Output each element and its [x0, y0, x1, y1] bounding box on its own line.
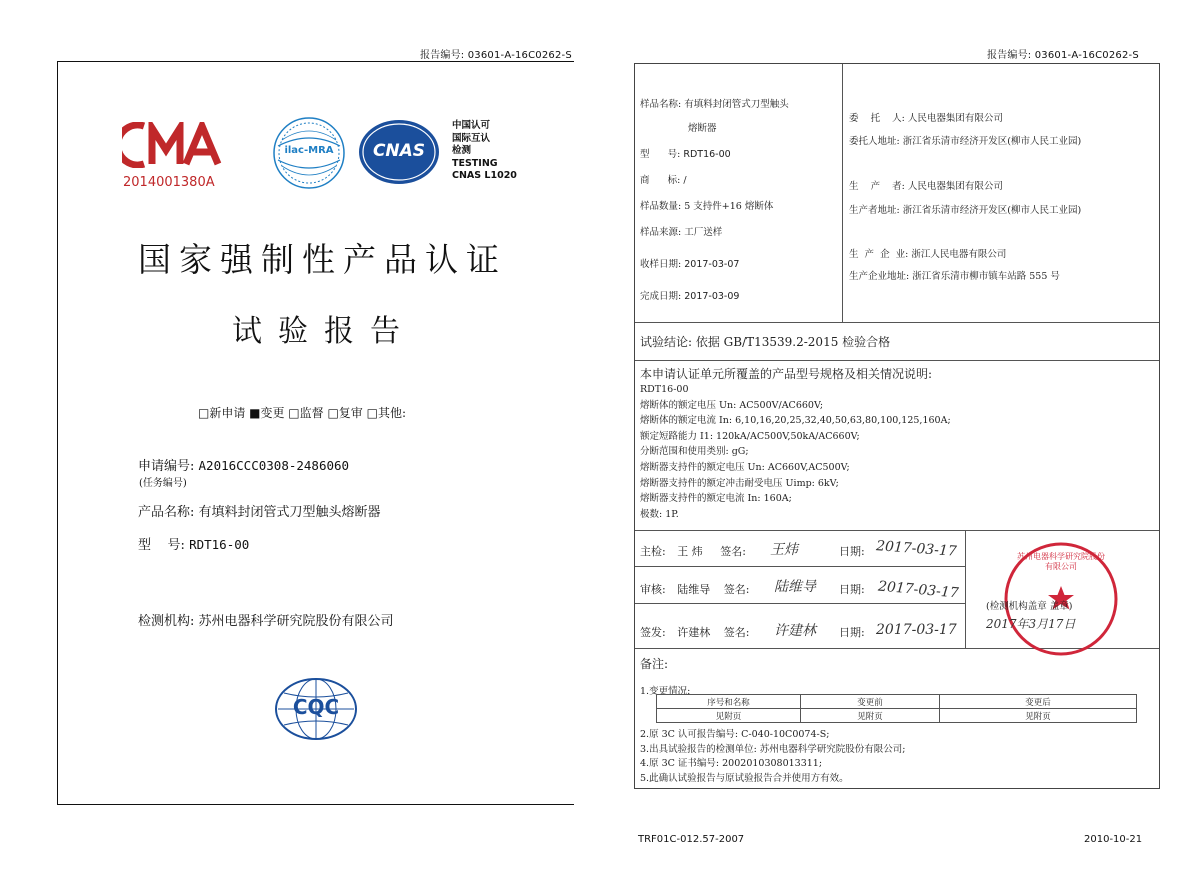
completed-date: 2017-03-09: [684, 291, 740, 302]
seal-text: 苏州电器科学研究院股份有限公司: [1017, 552, 1105, 571]
cnas-caption-line: 检测: [452, 145, 472, 156]
client-address-label: 委托人地址:: [849, 136, 900, 147]
cqc-logo: [274, 677, 358, 741]
maker-address-label: 生产者地址:: [849, 205, 900, 216]
note-2: 2.原 3C 认可报告编号: C-040-10C0074-S;: [640, 729, 830, 740]
change-table: [656, 694, 1137, 723]
chief-date-label: 日期:: [839, 545, 865, 558]
scope-line: 熔断器支持件的额定电流 In: 160A;: [640, 493, 792, 505]
brand-label: 商 标:: [640, 175, 681, 186]
cqc-text: CQC: [292, 695, 340, 719]
sample-source: 工厂送样: [684, 227, 723, 238]
change-cell: 见附页: [940, 709, 1137, 723]
note-1: 1.变更情况:: [640, 686, 691, 697]
maker-address-row: [849, 202, 1081, 216]
scope-list: [640, 382, 951, 522]
sample-model-label: 型 号:: [640, 149, 681, 160]
factory: 浙江人民电器有限公司: [911, 249, 1007, 260]
info-column-divider: [842, 64, 843, 322]
received-date-row: [640, 256, 739, 270]
product-name-row: [138, 501, 381, 520]
chief-inspector-label: 主检:: [640, 545, 666, 558]
model-label: 型 号:: [138, 538, 185, 553]
task-number-label: (任务编号): [139, 478, 187, 489]
sample-qty: 5 支持件+16 熔断体: [684, 201, 774, 212]
right-report-number: 报告编号: 03601-A-16C0262-S: [987, 50, 1139, 61]
cnas-caption-line: CNAS L1020: [452, 170, 517, 181]
product-name-label: 产品名称:: [138, 505, 195, 520]
sample-source-row: [640, 224, 722, 238]
ilac-mra-text: ilac-MRA: [284, 145, 334, 156]
reviewer-signature: 陆维导: [774, 579, 816, 595]
received-date-label: 收样日期:: [640, 259, 682, 270]
sample-name-cont: 熔断器: [688, 123, 717, 134]
seal-column-divider: [965, 530, 966, 648]
testing-lab: 苏州电器科学研究院股份有限公司: [198, 614, 394, 629]
model-row: [138, 534, 249, 553]
issuer-date: 2017-03-17: [876, 622, 957, 638]
client: 人民电器集团有限公司: [907, 113, 1003, 124]
change-header-cell: 变更后: [940, 695, 1137, 709]
divider-line: [635, 360, 1159, 361]
application-type-options: □新申请 ■变更 □监督 □复审 □其他:: [198, 406, 406, 420]
change-table-header: [657, 695, 1137, 709]
sample-name-row: [640, 96, 789, 110]
client-address: 浙江省乐清市经济开发区(柳市人民工业园): [902, 136, 1082, 147]
change-header-cell: 序号和名称: [657, 695, 801, 709]
divider-line: [635, 603, 965, 604]
left-report-number: 报告编号: 03601-A-16C0262-S: [420, 50, 572, 61]
chief-date: 2017-03-17: [875, 538, 958, 560]
cnas-logo: [358, 119, 440, 185]
change-table-row: [657, 709, 1137, 723]
note-3: 3.出具试验报告的检测单位: 苏州电器科学研究院股份有限公司;: [640, 743, 906, 755]
issuer: 许建林: [677, 626, 711, 639]
issuer-label: 签发:: [640, 626, 666, 639]
testing-lab-label: 检测机构:: [138, 614, 195, 629]
scope-line: RDT16-00: [640, 384, 689, 395]
test-conclusion: 试验结论: 依据 GB/T13539.2-2015 检验合格: [640, 335, 891, 349]
model: RDT16-00: [189, 537, 250, 552]
maker-label: 生 产 者:: [849, 181, 905, 192]
cma-code: 2014001380A: [123, 175, 215, 190]
cnas-caption-line: 中国认可: [452, 120, 491, 131]
cnas-caption-line: TESTING: [452, 157, 498, 169]
issuer-row: [640, 624, 749, 640]
scope-line: 极数: 1P.: [640, 508, 679, 520]
scope-line: 额定短路能力 I1: 120kA/AC500V,50kA/AC660V;: [640, 430, 860, 442]
scope-heading: 本申请认证单元所覆盖的产品型号规格及相关情况说明:: [640, 367, 933, 381]
completed-date-row: [640, 288, 739, 302]
factory-row: [849, 246, 1006, 260]
scope-line: 熔断体的额定电压 Un: AC500V/AC660V;: [640, 399, 824, 411]
factory-address-label: 生产企业地址:: [849, 271, 910, 282]
reviewer-date-label: 日期:: [839, 583, 865, 596]
divider-line: [635, 566, 965, 567]
cma-logo: [122, 122, 222, 168]
application-number-row: [138, 455, 349, 474]
brand-row: [640, 172, 687, 186]
sample-source-label: 样品来源:: [640, 227, 682, 238]
chief-inspector-row: [640, 543, 746, 559]
testing-lab-row: [138, 610, 394, 629]
factory-address-row: [849, 268, 1060, 282]
sample-qty-row: [640, 198, 773, 212]
change-cell: 见附页: [657, 709, 801, 723]
client-address-row: [849, 133, 1081, 147]
received-date: 2017-03-07: [684, 259, 740, 270]
application-number: A2016CCC0308-2486060: [198, 458, 350, 473]
factory-label: 生 产 企 业:: [849, 249, 909, 260]
notes-label: 备注:: [640, 657, 669, 671]
ilac-mra-logo: [272, 116, 346, 190]
sample-model: RDT16-00: [683, 149, 731, 160]
scope-line: 分断范围和使用类别: gG;: [640, 446, 749, 458]
form-code: TRF01C-012.57-2007: [638, 834, 745, 845]
factory-address: 浙江省乐清市柳市镇车站路 555 号: [912, 271, 1060, 282]
divider-line: [635, 322, 1159, 323]
scope-line: 熔断器支持件的额定电压 Un: AC660V,AC500V;: [640, 461, 850, 473]
reviewer-sign-label: 签名:: [723, 583, 750, 596]
issuer-signature: 许建林: [774, 623, 816, 639]
cnas-text: CNAS: [372, 141, 426, 161]
sample-name: 有填料封闭管式刀型触头: [684, 99, 789, 110]
cnas-caption: [452, 120, 517, 183]
client-row: [849, 110, 1003, 124]
report-subtitle: 试验报告: [232, 314, 416, 349]
reviewer-date: 2017-03-17: [877, 578, 960, 602]
issuer-sign-label: 签名:: [723, 626, 750, 639]
sample-name-label: 样品名称:: [640, 99, 682, 110]
sample-model-row: [640, 146, 731, 160]
client-label: 委 托 人:: [849, 113, 905, 124]
issuer-date-label: 日期:: [839, 626, 865, 639]
divider-line: [635, 530, 1159, 531]
report-title: 国家强制性产品认证: [138, 240, 507, 279]
chief-sign-label: 签名:: [720, 545, 746, 558]
sample-qty-label: 样品数量:: [640, 201, 682, 212]
cnas-caption-line: 国际互认: [452, 132, 491, 144]
change-header-cell: 变更前: [801, 695, 940, 709]
scope-line: 熔断体的额定电流 In: 6,10,16,20,25,32,40,50,63,80,100,125,160A;: [640, 415, 951, 427]
maker-row: [849, 178, 1003, 192]
maker: 人民电器集团有限公司: [907, 181, 1003, 192]
reviewer: 陆维导: [677, 583, 711, 596]
change-cell: 见附页: [801, 709, 940, 723]
reviewer-row: [640, 581, 749, 597]
maker-address: 浙江省乐清市经济开发区(柳市人民工业园): [902, 205, 1082, 216]
brand: /: [683, 175, 687, 186]
note-4: 4.原 3C 证书编号: 2002010308013311;: [640, 758, 823, 769]
note-5: 5.此确认试验报告与原试验报告合并使用方有效。: [640, 772, 849, 784]
product-name: 有填料封闭管式刀型触头熔断器: [198, 505, 381, 520]
form-date: 2010-10-21: [1084, 834, 1143, 845]
notes-list: [640, 728, 906, 786]
seal-label: (检测机构盖章 盖章): [986, 601, 1073, 612]
completed-date-label: 完成日期:: [640, 291, 682, 302]
chief-signature: 王炜: [770, 542, 798, 558]
chief-inspector: 王 炜: [677, 545, 703, 558]
reviewer-label: 审核:: [640, 583, 666, 596]
scope-line: 熔断器支持件的额定冲击耐受电压 Uimp: 6kV;: [640, 477, 839, 489]
seal-date: 2017年3月17日: [986, 617, 1076, 631]
application-number-label: 申请编号:: [138, 459, 195, 474]
